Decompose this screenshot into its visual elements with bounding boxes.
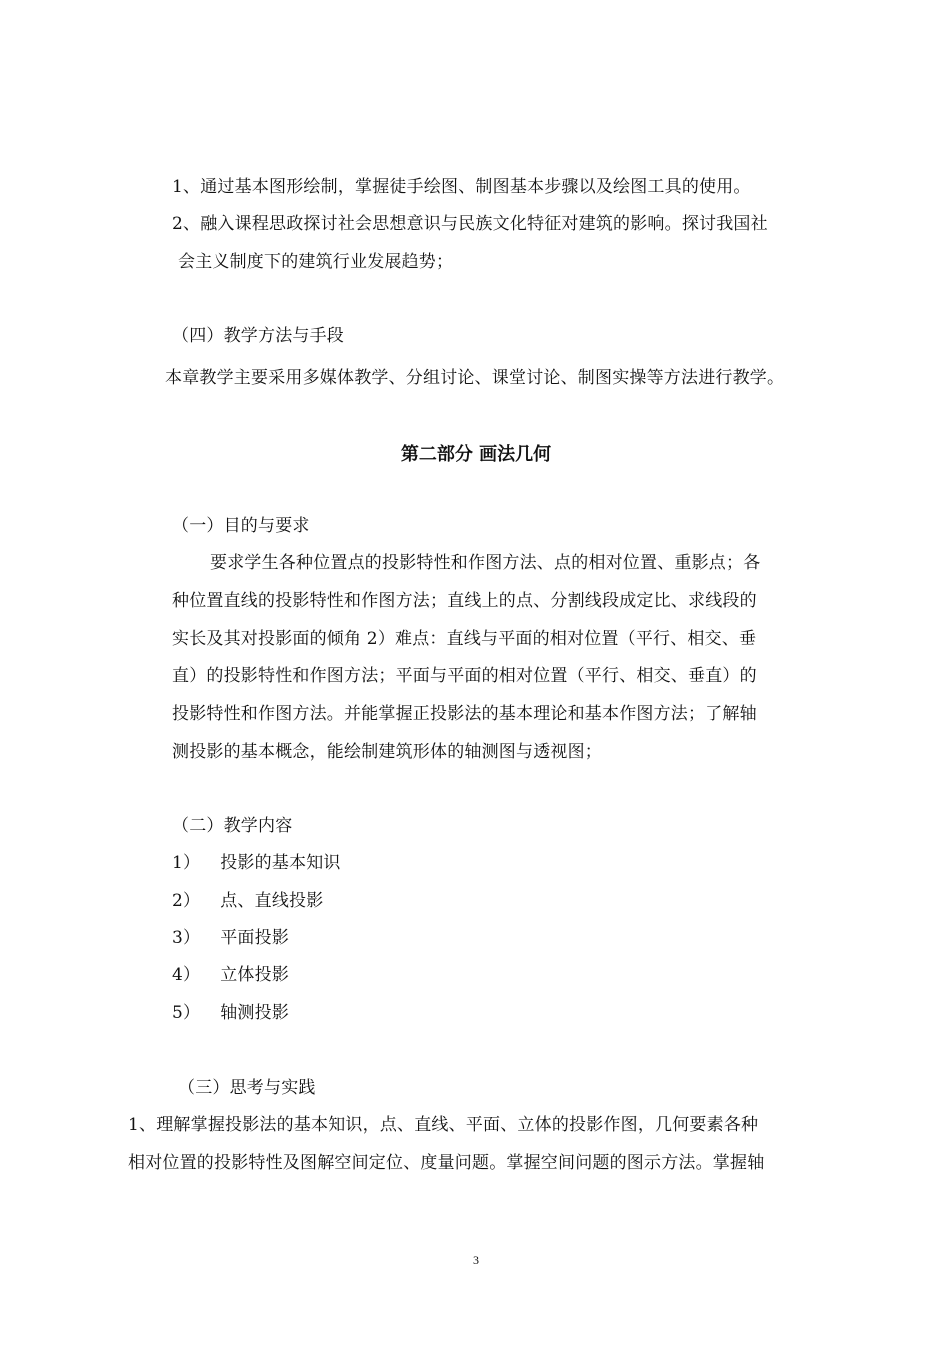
practice-paragraph-line: 相对位置的投影特性及图解空间定位、度量问题。掌握空间问题的图示方法。掌握轴 <box>128 1153 765 1173</box>
part-title: 第二部分 画法几何 <box>400 444 552 465</box>
section-heading-goals: （一）目的与要求 <box>172 516 310 536</box>
content-list-item <box>172 964 289 986</box>
content-item-text: 平面投影 <box>220 928 290 948</box>
content-item-number: 2） <box>172 891 201 911</box>
practice-paragraph-line: 1、理解掌握投影法的基本知识，点、直线、平面、立体的投影作图，几何要素各种 <box>128 1115 759 1135</box>
methods-paragraph: 本章教学主要采用多媒体教学、分组讨论、课堂讨论、制图实操等方法进行教学。 <box>165 368 785 388</box>
section-heading-methods: （四）教学方法与手段 <box>172 326 344 346</box>
list-item: 1、通过基本图形绘制，掌握徒手绘图、制图基本步骤以及绘图工具的使用。 <box>172 177 751 197</box>
section-heading-practice: （三）思考与实践 <box>178 1078 316 1098</box>
content-list-item <box>172 852 341 874</box>
content-item-text: 立体投影 <box>220 965 290 985</box>
content-item-number: 1） <box>172 853 201 873</box>
content-item-text: 投影的基本知识 <box>220 853 341 873</box>
content-item-number: 3） <box>172 928 201 948</box>
content-item-text: 轴测投影 <box>220 1003 290 1023</box>
goals-paragraph-line: 投影特性和作图方法。并能掌握正投影法的基本理论和基本作图方法；了解轴 <box>172 704 757 724</box>
goals-paragraph-line: 要求学生各种位置点的投影特性和作图方法、点的相对位置、重影点；各 <box>210 553 761 573</box>
goals-paragraph-line: 种位置直线的投影特性和作图方法；直线上的点、分割线段成定比、求线段的 <box>172 591 757 611</box>
content-list-item <box>172 927 289 949</box>
goals-paragraph-line: 实长及其对投影面的倾角 2）难点：直线与平面的相对位置（平行、相交、垂 <box>172 629 757 649</box>
content-item-number: 4） <box>172 965 201 985</box>
content-list-item <box>172 890 323 912</box>
list-item-continuation: 会主义制度下的建筑行业发展趋势； <box>178 252 454 272</box>
content-list-item <box>172 1002 289 1024</box>
section-heading-content: （二）教学内容 <box>172 816 293 836</box>
content-item-text: 点、直线投影 <box>220 891 324 911</box>
goals-paragraph-line: 直）的投影特性和作图方法；平面与平面的相对位置（平行、相交、垂直）的 <box>172 666 757 686</box>
list-item: 2、融入课程思政探讨社会思想意识与民族文化特征对建筑的影响。探讨我国社 <box>172 214 768 234</box>
page-number: 3 <box>473 1253 479 1267</box>
content-item-number: 5） <box>172 1003 201 1023</box>
goals-paragraph-line: 测投影的基本概念，能绘制建筑形体的轴测图与透视图； <box>172 742 602 762</box>
